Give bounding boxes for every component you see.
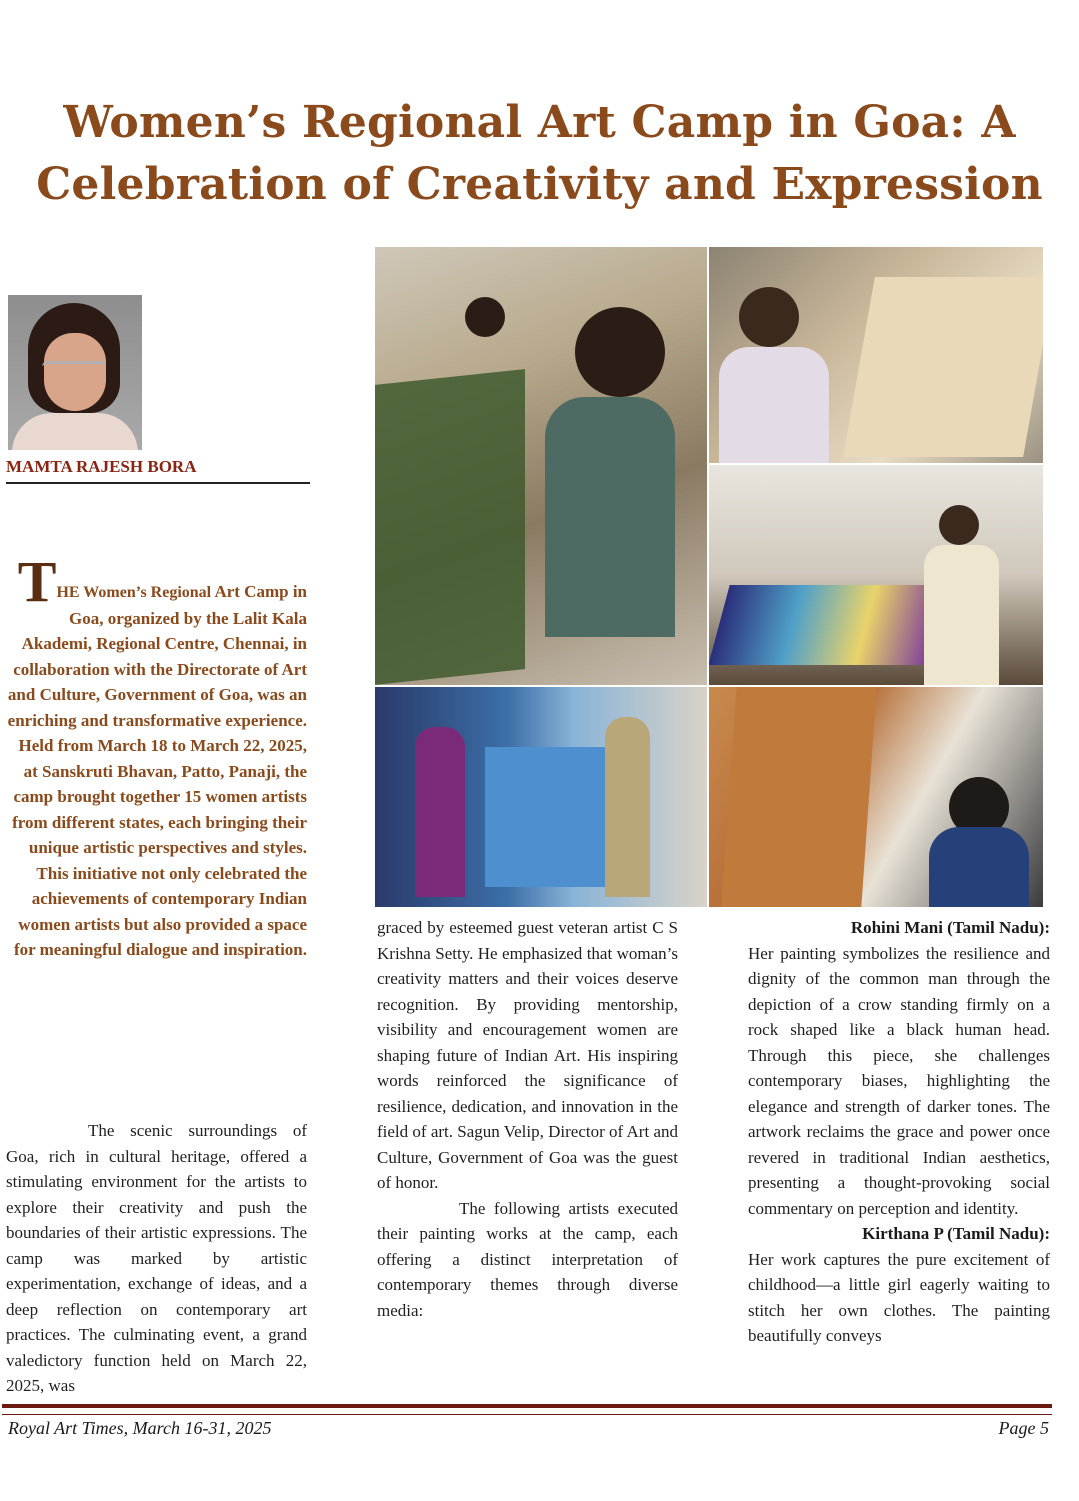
artist-description: Her work captures the pure excitement of childhood—a little girl eagerly waiting to stitch her own clothes. The painting beautifully conveys (748, 1249, 1050, 1345)
column-2-body (377, 915, 678, 1323)
author-name: MAMTA RAJESH BORA (6, 456, 310, 484)
column-1-body (6, 1118, 307, 1399)
article-title: Women’s Regional Art Camp in Goa: A Celebration of Creativity and Expression (36, 97, 1043, 210)
author-photo (8, 295, 142, 450)
footer-divider (2, 1404, 1052, 1415)
photo-artist-colorful-canvas (709, 465, 1043, 685)
body-paragraph: The scenic surroundings of Goa, rich in cultural heritage, offered a stimulating environment for the artists to explore their creativity and push the boundaries of their artistic expressions. The camp was marked by artistic experimentation, exchange of ideas, and a deep reflection on contemporary art practices. The culminating event, a grand valedictory function held on March 22, 2025, was (6, 1121, 307, 1395)
photo-artist-working-table (709, 247, 1043, 463)
photo-artist-large-canvas (709, 687, 1043, 907)
lead-first-words: HE Women’s Regional (56, 584, 212, 601)
artist-heading: Kirthana P (Tamil Nadu): (862, 1224, 1050, 1243)
page-number: Page 5 (998, 1418, 1049, 1438)
artist-heading: Rohini Mani (Tamil Nadu): (850, 918, 1050, 937)
body-paragraph: graced by esteemed guest veteran artist C S Krishna Setty. He emphasized that woman’s creativity matters and their voices deserve recognition. By providing mentorship, visibility and encouragement women are shaping future of Indian Art. His inspiring words reinforced the significance of resilience, dedication, and innovation in the field of art. Sagun Velip, Director of Art and Culture, Government of Goa was the guest of honor. (377, 918, 678, 1192)
body-paragraph: The following artists executed their painting works at the camp, each offering a distinct interpretation of contemporary themes through diverse media: (377, 1198, 678, 1320)
photo-artist-painting-canvas (375, 247, 707, 685)
column-3-body (748, 915, 1050, 1349)
article-lead (6, 549, 307, 963)
artist-description: Her painting symbolizes the resilience and dignity of the common man through the depiction of a crow standing firmly on a rock shaped like a black human head. Through this piece, she challenges contemporary biases, highlighting the elegance and strength of darker tones. The artwork reclaims the grace and power once revered in traditional Indian aesthetics, presenting a thought-provoking social commentary on perception and identity. (748, 943, 1050, 1218)
publication-info: Royal Art Times, March 16-31, 2025 (8, 1418, 272, 1438)
photo-artists-group (375, 687, 707, 907)
lead-text: Art Camp in Goa, organized by the Lalit Kala Akademi, Regional Centre, Chennai, in collaboration with the Directorate of Art and Culture, Government of Goa, was an enriching and transformative experience. Held from March 18 to March 22, 2025, at Sanskruti Bhavan, Patto, Panaji, the camp brought together 15 women artists from different states, each bringing their unique artistic perspectives and styles. This initiative not only celebrated the achievements of contemporary Indian women artists but also provided a space for meaningful dialogue and inspiration. (7, 582, 307, 959)
drop-cap: T (17, 549, 57, 614)
